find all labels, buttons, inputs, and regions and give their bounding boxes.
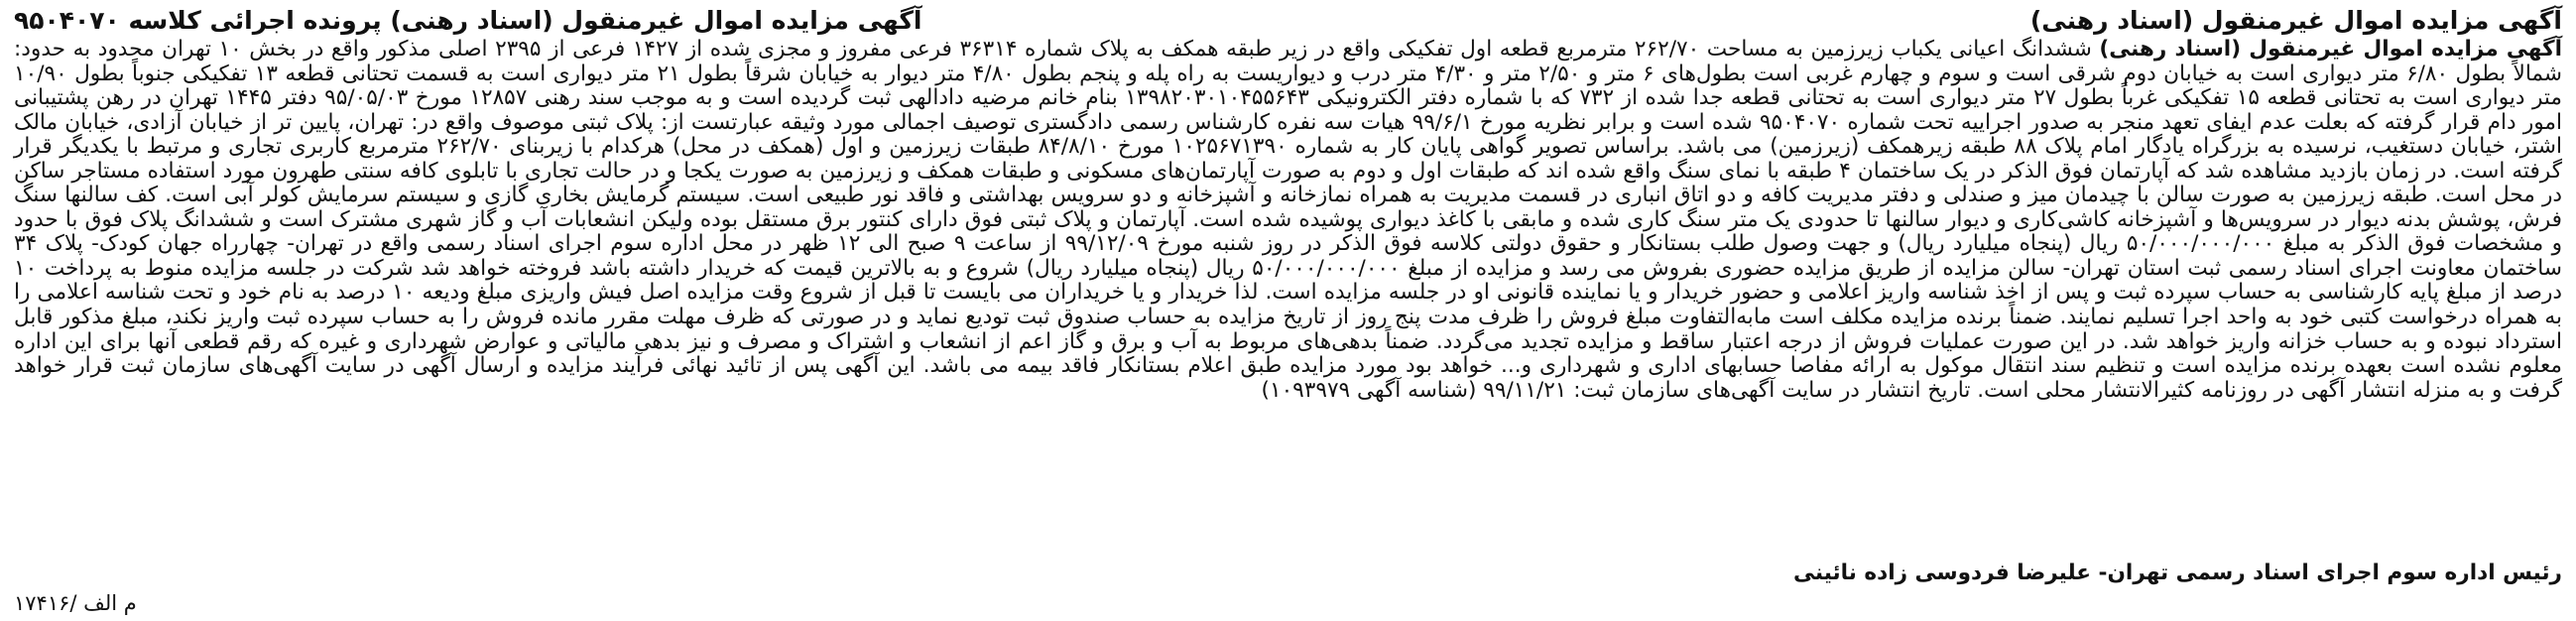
notice-header bbox=[14, 6, 2562, 36]
signature-row bbox=[14, 560, 2562, 585]
file-title: آگهی مزایده اموال غیرمنقول (اسناد رهنی) پرونده اجرائی کلاسه ۹۵۰۴۰۷۰ bbox=[14, 6, 922, 35]
body-lead: آگهی مزایده اموال غیرمنقول (اسناد رهنی) bbox=[2099, 37, 2562, 62]
reference-text: ۱۷۴۱۶/ م الف bbox=[14, 591, 137, 615]
body-text: ششدانگ اعیانی یکباب زیرزمین به مساحت ۲۶۲/۷۰ مترمربع قطعه اول تفکیکی واقع در زیر طبقه همکف به پلاک شماره ۳۶۳۱۴ فرعی مفروز و مجزی شده از ۱۴۲۷ فرعی از ۲۳۹۵ اصلی مذکور واقع در بخش ۱۰ تهران محدود به حدود: شمالاً بطول ۶/۸۰ متر دیواری است به خیابان دوم شرقی است و سوم و چهارم غربی است بطول‌های ۶ متر و ۲/۵۰ متر و ۴/۳۰ متر درب و دیواریست به راه پله و پنجم بطول ۴/۸۰ متر دیوار به خیابان شرقاً بطول ۲۱ متر دیواری است به قسمت تحتانی قطعه ۱۳ تفکیکی جنوباً بطول ۱۰/۹۰ متر دیواری است به تحتانی قطعه ۱۵ تفکیکی غرباً بطول ۲۷ متر دیواری است به تحتانی قطعه جدا شده از ۷۳۲ که با شماره دفتر الکترونیکی ۱۳۹۸۲۰۳۰۱۰۴۵۵۶۴۳ بنام خانم مرضیه دادالهی ثبت گردیده است و به موجب سند رهنی ۱۲۸۵۷ مورخ ۹۵/۰۵/۰۳ دفتر ۱۴۴۵ تهران در رهن پشتیبانی امور دام قرار گرفته که بعلت عدم ایفای تعهد منجر به صدور اجراییه تحت شماره ۹۵۰۴۰۷۰ شده است و برابر نظریه مورخ ۹۹/۶/۱ هیات سه نفره کارشناس رسمی دادگستری توصیف اجمالی مورد وثیقه عبارتست از: پلاک ثبتی موصوف واقع در: تهران، پایین تر از خیابان آزادی، خیابان مالک اشتر، خیابان دستغیب، نرسیده به بزرگراه یادگار امام پلاک ۸۸ طبقه زیرهمکف (زیرزمین) می باشد. براساس تصویر گواهی پایان کار به شماره ۱۰۲۵۶۷۱۳۹۰ مورخ ۸۴/۸/۱۰ طبقات زیرزمین و اول (همکف در محل) هرکدام با زیربنای ۲۶۲/۷۰ مترمربع کاربری تجاری و مرتبط با یکدیگر قرار گرفته است. در زمان بازدید مشاهده شد که آپارتمان فوق الذکر در یک ساختمان ۴ طبقه با نمای سنگ واقع شده اند که طبقات اول و دوم به صورت آپارتمان‌های مسکونی و طبقات همکف و زیرزمین به صورت یکجا و در حالت تجاری با تابلوی کافه سنتی طهرون مورد استفاده مستاجر ساکن در محل است. طبقه زیرزمین به صورت سالن با چیدمان میز و صندلی و دفتر مدیریت کافه و دو اتاق انباری در قسمت مدیریت به همراه نمازخانه و آشپزخانه و دو سرویس بهداشتی و فاقد نور طبیعی است. سیستم گرمایش بخاری گازی و سیستم سرمایش کولر آبی است. کف سالنها سنگ فرش، پوشش بدنه دیوار در سرویس‌ها و آشپزخانه کاشی‌کاری و دیوار سالنها تا حدودی یک متر سنگ کاری شده و مابقی با کاغذ دیواری پوشیده شده است. آپارتمان و پلاک ثبتی فوق دارای کنتور برق مستقل بوده ولیکن انشعابات آب و گاز شهری مشترک است و ششدانگ پلاک فوق با حدود و مشخصات فوق الذکر به مبلغ ۵۰/۰۰۰/۰۰۰/۰۰۰ ریال (پنجاه میلیارد ریال) و جهت وصول طلب بستانکار و حقوق دولتی کلاسه فوق الذکر در روز شنبه مورخ ۹۹/۱۲/۰۹ از ساعت ۹ صبح الی ۱۲ ظهر در محل اداره سوم اجرای اسناد رسمی واقع در تهران- چهارراه جهان کودک- پلاک ۳۴ ساختمان معاونت اجرای اسناد رسمی ثبت استان تهران- سالن مزایده از طریق مزایده حضوری بفروش می رسد و مزایده از مبلغ ۵۰/۰۰۰/۰۰۰/۰۰۰ ریال (پنجاه میلیارد ریال) شروع و به بالاترین قیمت که خریدار داشته باشد فروخته خواهد شد شرکت در جلسه مزایده منوط به پرداخت ۱۰ درصد از مبلغ پایه کارشناسی به حساب سپرده ثبت و پس از اخذ شناسه واریز اعلامی و حضور خریدار و یا نماینده قانونی او در جلسه مزایده است. لذا خریدار و یا خریداران می بایست تا قبل از شروع وقت مزایده اصل فیش واریزی مبلغ ودیعه ۱۰ درصد به نام خود و تحت شناسه اعلامی را به همراه درخواست کتبی خود به واحد اجرا تسلیم نمایند. ضمناً برنده مزایده مکلف است مابه‌التفاوت مبلغ فروش را ظرف مدت پنج روز از تاریخ مزایده به حساب صندوق ثبت تودیع نماید و در صورتی که ظرف مهلت مقرر مانده فروش را به حساب سپرده ثبت واریز نکند، مبلغ مذکور قابل استرداد نبوده و به حساب خزانه واریز خواهد شد. در این صورت عملیات فروش از درجه اعتبار ساقط و مزایده تجدید می‌گردد. ضمناً بدهی‌های مربوط به آب و برق و گاز اعم از انشعاب و اشتراک و مصرف و نیز بدهی مالیاتی و عوارض شهرداری و غیره که رقم قطعی آنها برای این اداره معلوم نشده است بعهده برنده مزایده است و تنظیم سند انتقال موکول به ارائه مفاصا حسابهای اداری و شهرداری و... خواهد بود مورد مزایده طبق اعلام بستانکار فاقد بیمه می باشد. این آگهی پس از تائید نهائی فرآیند مزایده و ارسال آگهی در سایت آگهی‌های سازمان ثبت قرار خواهد گرفت و به منزله انتشار آگهی در روزنامه کثیرالانتشار محلی است. تاریخ انتشار در سایت آگهی‌های سازمان ثبت: ۹۹/۱۱/۲۱ (شناسه آگهی ۱۰۹۳۹۷۹) bbox=[14, 37, 2563, 403]
signatory: رئیس اداره سوم اجرای اسناد رسمی تهران- علیرضا فردوسی زاده نائینی bbox=[1793, 560, 2562, 585]
reference-number bbox=[14, 591, 137, 615]
notice-title: آگهی مزایده اموال غیرمنقول (اسناد رهنی) bbox=[2029, 6, 2562, 35]
notice-body bbox=[14, 38, 2562, 403]
